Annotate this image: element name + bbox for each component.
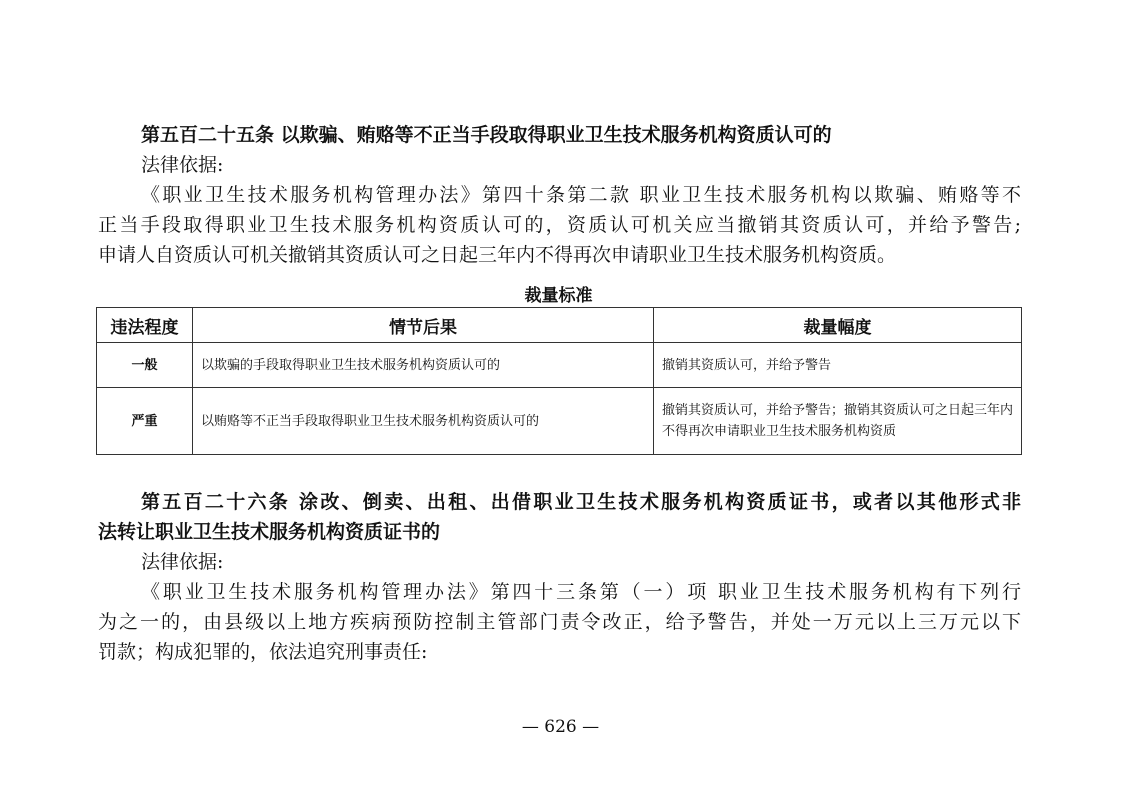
header-range: 裁量幅度 (654, 308, 1022, 343)
article-526-heading-line-1: 第五百二十六条 涂改、倒卖、出租、出借职业卫生技术服务机构资质证书，或者以其他形式非 (141, 491, 1021, 513)
article-525-basis-line-2: 正当手段取得职业卫生技术服务机构资质认可的，资质认可机关应当撤销其资质认可，并给予警告; (98, 214, 1021, 236)
table-header-row (97, 308, 1022, 343)
article-525-basis-line-1: 《职业卫生技术服务机构管理办法》第四十条第二款 职业卫生技术服务机构以欺骗、贿赂等不 (141, 184, 1021, 206)
article-526-heading-line-2: 法转让职业卫生技术服务机构资质证书的 (98, 521, 441, 543)
row-circumstance: 以欺骗的手段取得职业卫生技术服务机构资质认可的 (193, 343, 654, 388)
page-number: — 626 — (521, 717, 600, 737)
row-circumstance: 以贿赂等不正当手段取得职业卫生技术服务机构资质认可的 (193, 388, 654, 455)
header-circumstance: 情节后果 (193, 308, 654, 343)
row-range: 撤销其资质认可，并给予警告 (654, 343, 1022, 388)
article-525-basis-label: 法律依据: (141, 154, 224, 176)
article-525-heading: 第五百二十五条 以欺骗、贿赂等不正当手段取得职业卫生技术服务机构资质认可的 (141, 124, 832, 146)
penalty-table (96, 307, 1022, 455)
article-526-basis-line-3: 罚款；构成犯罪的，依法追究刑事责任: (98, 641, 428, 663)
table-caption: 裁量标准 (524, 286, 593, 306)
article-526-basis-line-1: 《职业卫生技术服务机构管理办法》第四十三条第（一）项 职业卫生技术服务机构有下列行 (141, 581, 1021, 603)
table-row (97, 343, 1022, 388)
row-degree: 一般 (97, 343, 193, 388)
header-degree: 违法程度 (97, 308, 193, 343)
row-degree: 严重 (97, 388, 193, 455)
article-525-basis-line-3: 申请人自资质认可机关撤销其资质认可之日起三年内不得再次申请职业卫生技术服务机构资质。 (98, 244, 897, 266)
article-526-basis-label: 法律依据: (141, 551, 224, 573)
article-526-basis-line-2: 为之一的，由县级以上地方疾病预防控制主管部门责令改正，给予警告，并处一万元以上三万元以下 (98, 611, 1021, 633)
table-row (97, 388, 1022, 455)
row-range: 撤销其资质认可，并给予警告；撤销其资质认可之日起三年内不得再次申请职业卫生技术服务机构资质 (654, 388, 1022, 455)
